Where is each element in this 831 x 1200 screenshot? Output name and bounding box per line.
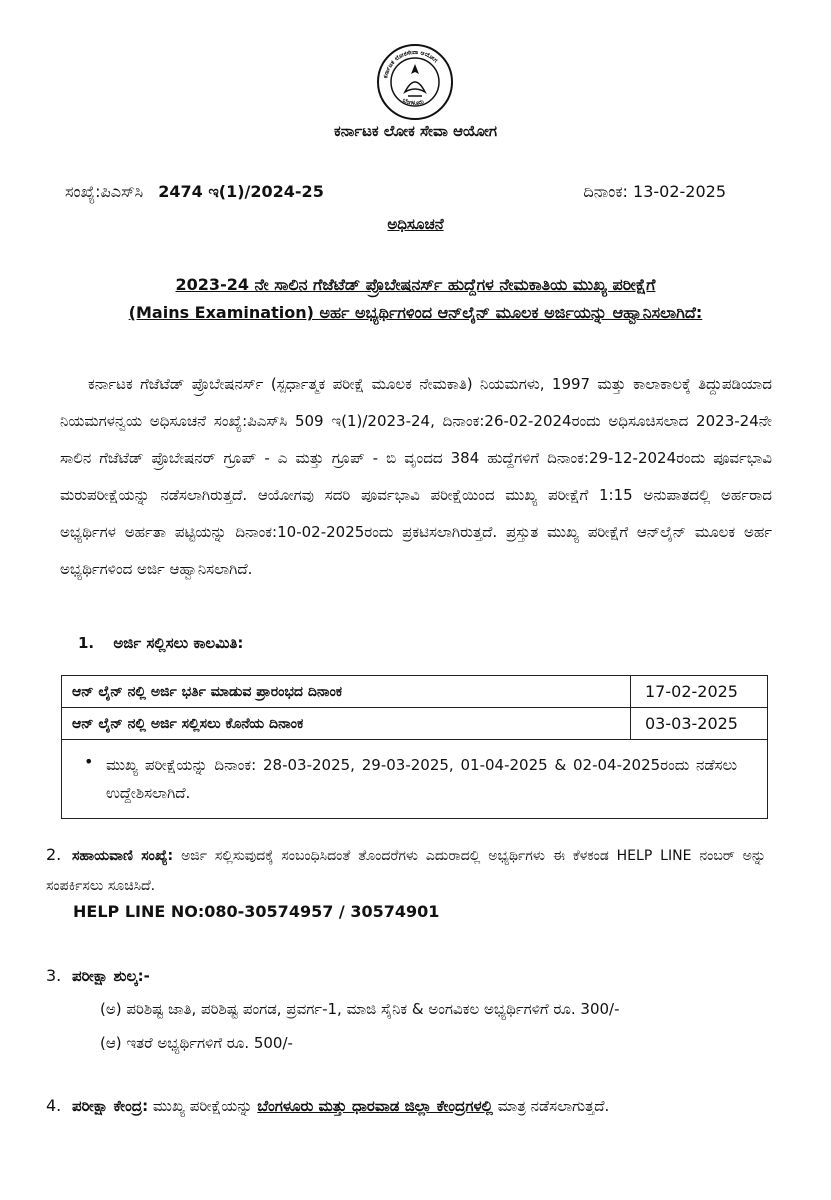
reference-label: ಸಂಖ್ಯೆ:ಪಿಎಸ್‌ಸಿ [65,182,144,201]
reference-number [65,182,324,202]
table-row [62,676,768,708]
heading-line-2: (Mains Examination) ಅರ್ಹ ಅಭ್ಯರ್ಥಿಗಳಿಂದ ಆನ್‌ಲೈನ್ ಮೂಲಕ ಅರ್ಜಿಯನ್ನು ಆಹ್ವಾನಿಸಲಾಗಿದೆ: [128,303,703,322]
section-1-heading: 1. ಅರ್ಜಿ ಸಲ್ಲಿಸಲು ಕಾಲಮಿತಿ: [78,634,244,652]
bullet-icon: • [84,752,94,771]
section-3-heading: 3. ಪರೀಕ್ಷಾ ಶುಲ್ಕ:- [46,966,150,985]
notification-heading [0,271,831,327]
start-date-value: 17-02-2025 [631,676,768,708]
section-2-helpline: 2. ಸಹಾಯವಾಣಿ ಸಂಖ್ಯೆ: ಅರ್ಜಿ ಸಲ್ಲಿಸುವುದಕ್ಕೆ ಸಂಬಂಧಿಸಿದಂತೆ ತೊಂದರೆಗಳು ಎದುರಾದಲ್ಲಿ ಅಭ್ಯರ್ಥಿಗಳು ಈ ಕೆಳಕಂಡ HELP LINE ನಂಬರ್ ಅನ್ನು ಸಂಪರ್ಕಿಸಲು ಸೂಚಿಸಿದೆ. [46,845,766,894]
section-2-text: ಅರ್ಜಿ ಸಲ್ಲಿಸುವುದಕ್ಕೆ ಸಂಬಂಧಿಸಿದಂತೆ ತೊಂದರೆಗಳು ಎದುರಾದಲ್ಲಿ ಅಭ್ಯರ್ಥಿಗಳು ಈ ಕೆಳಕಂಡ HELP LINE ನಂಬರ್ ಅನ್ನು ಸಂಪರ್ಕಿಸಲು ಸೂಚಿಸಿದೆ. [46,848,766,894]
exam-dates-note: ಮುಖ್ಯ ಪರೀಕ್ಷೆಯನ್ನು ದಿನಾಂಕ: 28-03-2025, 29-03-2025, 01-04-2025 & 02-04-2025ರಂದು ನಡೆಸಲು ಉದ್ದೇಶಿಸಲಾಗಿದೆ. [106,756,737,802]
document-date [583,182,726,202]
kpsc-seal-emblem [375,42,455,122]
helpline-number: HELP LINE NO:080-30574957 / 30574901 [73,902,440,921]
section-4-title: ಪರೀಕ್ಷಾ ಕೇಂದ್ರ: [72,1097,149,1115]
exam-dates-note-cell [62,740,768,819]
reference-value: 2474 ಇ(1)/2024-25 [158,182,324,201]
last-date-value: 03-03-2025 [631,708,768,740]
notification-title: ಅಧಿಸೂಚನೆ [387,215,444,233]
date-label: ದಿನಾಂಕ: [583,182,628,201]
application-schedule-table [61,675,768,819]
organization-name: ಕರ್ನಾಟಕ ಲೋಕ ಸೇವಾ ಆಯೋಗ [333,122,498,140]
last-date-label: ಆನ್ ಲೈನ್ ನಲ್ಲಿ ಅರ್ಜಿ ಸಲ್ಲಿಸಲು ಕೊನೆಯ ದಿನಾಂಕ [62,708,631,740]
section-4-exam-centre: 4. ಪರೀಕ್ಷಾ ಕೇಂದ್ರ: ಮುಖ್ಯ ಪರೀಕ್ಷೆಯನ್ನು ಬೆಂಗಳೂರು ಮತ್ತು ಧಾರವಾಡ ಜಿಲ್ಲಾ ಕೇಂದ್ರಗಳಲ್ಲಿ ಮಾತ್ರ ನಡೆಸಲಾಗುತ್ತದೆ. [46,1096,610,1115]
fee-other-candidates: (ಆ) ಇತರೆ ಅಭ್ಯರ್ಥಿಗಳಿಗೆ ರೂ. 500/- [100,1034,293,1052]
body-paragraph: ಕರ್ನಾಟಕ ಗೆಜೆಟೆಡ್ ಪ್ರೊಬೇಷನರ್ಸ್ (ಸ್ಪರ್ಧಾತ್ಮಕ ಪರೀಕ್ಷೆ ಮೂಲಕ ನೇಮಕಾತಿ) ನಿಯಮಗಳು, 1997 ಮತ್ತು ಕಾಲಾಕಾಲಕ್ಕೆ ತಿದ್ದುಪಡಿಯಾದ ನಿಯಮಗಳನ್ವಯ ಅಧಿಸೂಚನೆ ಸಂಖ್ಯೆ:ಪಿಎಸ್‌ಸಿ 509 ಇ(1)/2023-24, ದಿನಾಂಕ:26-02-2024ರಂದು ಅಧಿಸೂಚಿಸಲಾದ 2023-24ನೇ ಸಾಲಿನ ಗೆಜೆಟೆಡ್ ಪ್ರೊಬೇಷನರ್ ಗ್ರೂಪ್ - ಎ ಮತ್ತು ಗ್ರೂಪ್ - ಬಿ ವೃಂದದ 384 ಹುದ್ದೆಗಳಿಗೆ ದಿನಾಂಕ:29-12-2024ರಂದು ಪೂರ್ವಭಾವಿ ಮರುಪರೀಕ್ಷೆಯನ್ನು ನಡೆಸಲಾಗಿರುತ್ತದೆ. ಆಯೋಗವು ಸದರಿ ಪೂರ್ವಭಾವಿ ಪರೀಕ್ಷೆಯಿಂದ ಮುಖ್ಯ ಪರೀಕ್ಷೆಗೆ 1:15 ಅನುಪಾತದಲ್ಲಿ ಅರ್ಹರಾದ ಅಭ್ಯರ್ಥಿಗಳ ಅರ್ಹತಾ ಪಟ್ಟಿಯನ್ನು ದಿನಾಂಕ:10-02-2025ರಂದು ಪ್ರಕಟಿಸಲಾಗಿರುತ್ತದೆ. ಪ್ರಸ್ತುತ ಮುಖ್ಯ ಪರೀಕ್ಷೆಗೆ ಆನ್‌ಲೈನ್ ಮೂಲಕ ಅರ್ಹ ಅಭ್ಯರ್ಥಿಗಳಿಂದ ಅರ್ಜಿ ಆಹ್ವಾನಿಸಲಾಗಿದೆ. [60,375,772,578]
table-row [62,740,768,819]
start-date-label: ಆನ್ ಲೈನ್ ನಲ್ಲಿ ಅರ್ಜಿ ಭರ್ತಿ ಮಾಡುವ ಪ್ರಾರಂಭದ ದಿನಾಂಕ [62,676,631,708]
svg-text:ಬೆಂಗಳೂರು: ಬೆಂಗಳೂರು [401,96,425,107]
svg-text:ಕರ್ನಾಟಕ ಲೋಕಸೇವಾ ಆಯೋಗ: ಕರ್ನಾಟಕ ಲೋಕಸೇವಾ ಆಯೋಗ [382,48,439,79]
fee-reserved-categories: (ಅ) ಪರಿಶಿಷ್ಟ ಜಾತಿ, ಪರಿಶಿಷ್ಟ ಪಂಗಡ, ಪ್ರವರ್ಗ-1, ಮಾಜಿ ಸೈನಿಕ & ಅಂಗವಿಕಲ ಅಭ್ಯರ್ಥಿಗಳಿಗೆ ರೂ. 300/- [100,1000,620,1018]
heading-line-1: 2023-24 ನೇ ಸಾಲಿನ ಗೆಜೆಟೆಡ್ ಪ್ರೊಬೇಷನರ್ಸ್ ಹುದ್ದೆಗಳ ನೇಮಕಾತಿಯ ಮುಖ್ಯ ಪರೀಕ್ಷೆಗೆ [175,275,656,294]
date-value: 13-02-2025 [633,182,726,201]
table-row [62,708,768,740]
section-2-title: ಸಹಾಯವಾಣಿ ಸಂಖ್ಯೆ: [72,848,174,864]
exam-centres: ಬೆಂಗಳೂರು ಮತ್ತು ಧಾರವಾಡ ಜಿಲ್ಲಾ ಕೇಂದ್ರಗಳಲ್ಲಿ [257,1097,493,1115]
